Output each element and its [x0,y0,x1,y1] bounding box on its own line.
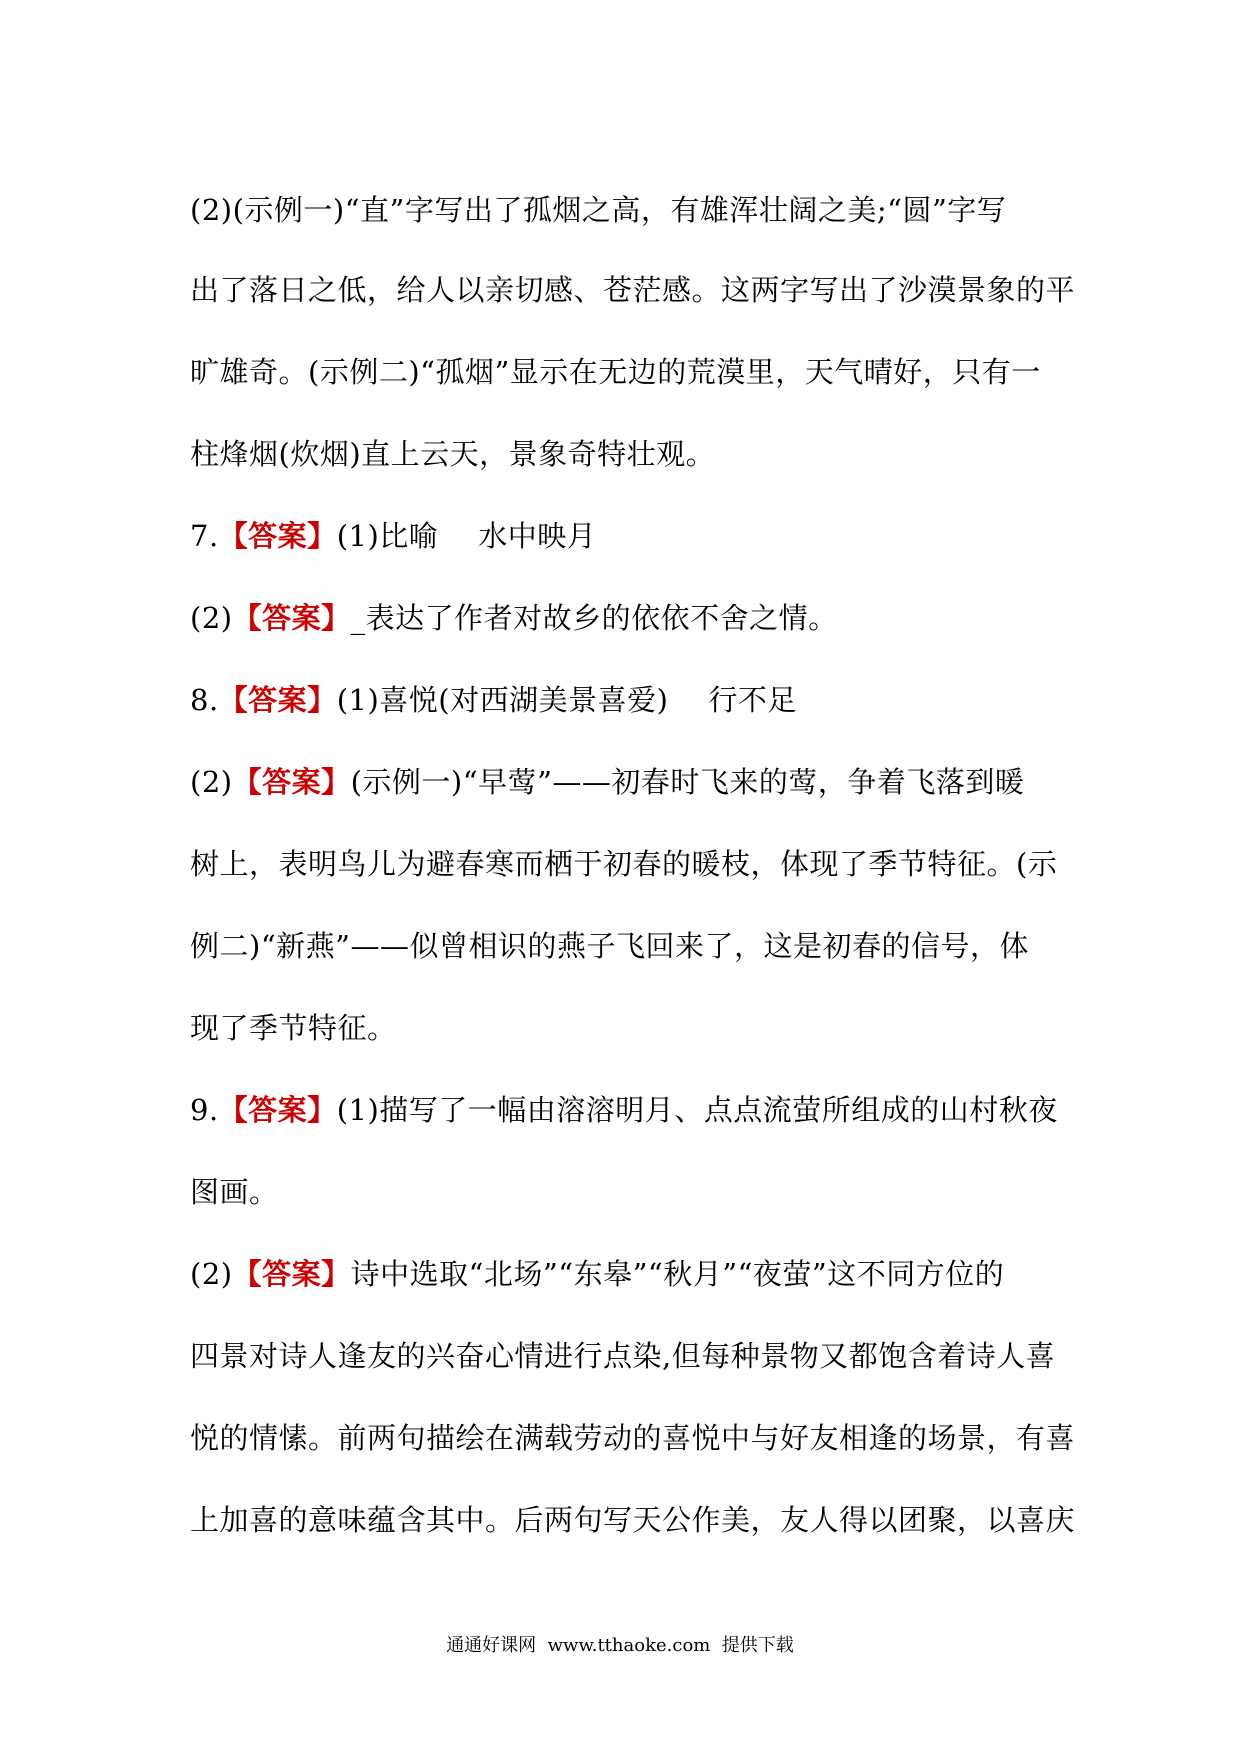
answer-text: (1)描写了一幅由溶溶明月、点点流萤所组成的山村秋夜 [336,1093,1058,1127]
text-line: 现了季节特征。 [190,1011,397,1045]
answer-tag: 【答案】 [232,601,351,635]
page-footer [0,1632,1240,1660]
text-line: 四景对诗人逢友的兴奋心情进行点染,但每种景物又都饱含着诗人喜 [190,1339,1056,1373]
text-line: 悦的情愫。前两句描绘在满载劳动的喜悦中与好友相逢的场景，有喜 [190,1421,1076,1455]
answer-text: _表达了作者对故乡的依依不舍之情。 [350,601,838,635]
answer-tag: 【答案】 [218,1093,337,1127]
answer-text: 诗中选取“北场”“东皋”“秋月”“夜萤”这不同方位的 [350,1257,1005,1291]
answer-text: 行不足 [708,683,797,717]
text-line: 出了落日之低，给人以亲切感、苍茫感。这两字写出了沙漠景象的平 [190,273,1076,307]
footer-action: 提供下载 [721,1635,794,1656]
answer-tag: 【答案】 [218,683,337,717]
text-line: 图画。 [190,1175,279,1209]
question-number: (2) [190,1257,233,1291]
answer-text: (1)喜悦(对西湖美景喜爱) [336,683,669,717]
question-number: 9. [190,1093,219,1127]
answer-text: 水中映月 [478,519,597,553]
text-line: 旷雄奇。(示例二)“孤烟”显示在无边的荒漠里，天气晴好，只有一 [190,355,1041,389]
question-number: 7. [190,519,219,553]
footer-url[interactable]: www.tthaoke.com [547,1635,711,1656]
text-line: 树上，表明鸟儿为避春寒而栖于初春的暖枝，体现了季节特征。(示 [190,847,1058,881]
answer-9-line [190,1090,1060,1130]
answer-8-2-line [190,762,1060,802]
answer-7-line [190,516,1060,556]
answer-tag: 【答案】 [232,1257,351,1291]
text-line: (2)(示例一)“直”字写出了孤烟之高，有雄浑壮阔之美;“圆”字写 [190,193,1007,227]
answer-tag: 【答案】 [232,765,351,799]
text-line: 例二)“新燕”——似曾相识的燕子飞回来了，这是初春的信号，体 [190,929,1029,963]
question-number: 8. [190,683,219,717]
text-line: 上加喜的意味蕴含其中。后两句写天公作美，友人得以团聚，以喜庆 [190,1503,1076,1537]
text-line: 柱烽烟(炊烟)直上云天，景象奇特壮观。 [190,437,716,471]
answer-8-line [190,680,1060,720]
answer-text: (1)比喻 [336,519,439,553]
footer-site-name: 通通好课网 [446,1635,537,1656]
question-number: (2) [190,765,233,799]
answer-7-2-line [190,598,1060,638]
answer-9-2-line [190,1254,1060,1294]
answer-tag: 【答案】 [218,519,337,553]
question-number: (2) [190,601,233,635]
answer-text: (示例一)“早莺”——初春时飞来的莺，争着飞落到暖 [350,765,1025,799]
